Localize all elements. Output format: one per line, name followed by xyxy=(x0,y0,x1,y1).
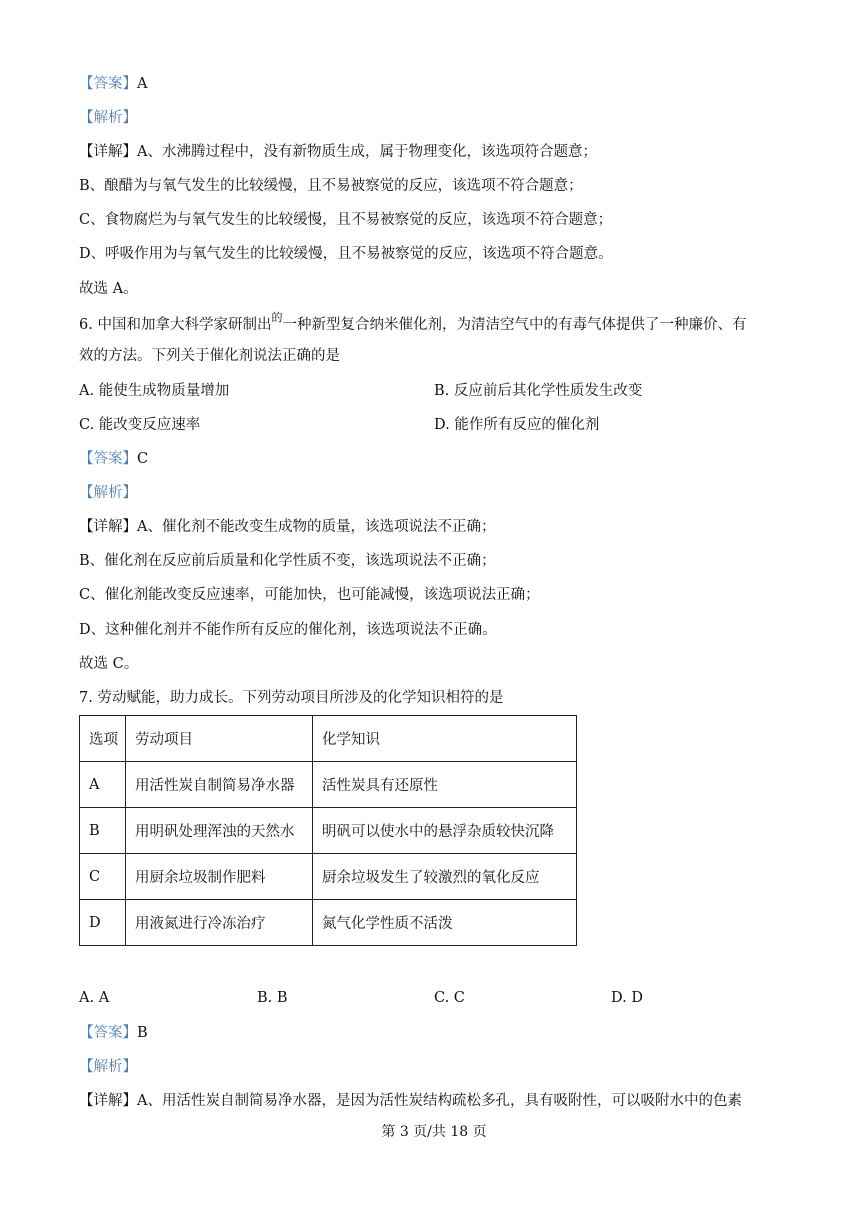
detail-line: C、催化剂能改变反应速率，可能加快，也可能减慢，该选项说法正确； xyxy=(79,587,540,603)
detail-text: A、催化剂不能改变生成物的质量，该选项说法不正确； xyxy=(137,519,496,535)
table-header-cell: 选项 xyxy=(80,716,126,762)
table-cell: C xyxy=(80,854,126,900)
answer-tag: 【答案】 xyxy=(79,451,137,467)
table-cell: A xyxy=(80,762,126,808)
detail-tag: 【详解】 xyxy=(79,144,137,160)
knowledge-table xyxy=(79,715,577,946)
answer-value: B xyxy=(137,1025,148,1041)
question-6-stem-line2: 效的方法。下列关于催化剂说法正确的是 xyxy=(79,348,340,364)
detail-tag: 【详解】 xyxy=(79,519,137,535)
option-c: C. C xyxy=(434,990,465,1006)
table-cell: 用明矾处理浑浊的天然水 xyxy=(126,808,313,854)
option-d: D. 能作所有反应的催化剂 xyxy=(434,417,600,433)
detail-line: D、这种催化剂并不能作所有反应的催化剂，该选项说法不正确。 xyxy=(79,622,497,638)
table-cell: 厨余垃圾发生了较激烈的氧化反应 xyxy=(313,854,577,900)
table-row xyxy=(80,808,577,854)
detail-text: A、水沸腾过程中，没有新物质生成，属于物理变化，该选项符合题意； xyxy=(137,144,597,160)
table-cell: 用液氮进行冷冻治疗 xyxy=(126,900,313,946)
answer-line xyxy=(79,74,147,94)
detail-line xyxy=(79,517,495,537)
stem-text: 6. 中国和加拿大科学家研制出 xyxy=(79,317,272,333)
detail-line xyxy=(79,1091,742,1111)
table-header-cell: 劳动项目 xyxy=(126,716,313,762)
answer-line xyxy=(79,1023,148,1043)
table-header-row xyxy=(80,716,577,762)
conclusion: 故选 A。 xyxy=(79,281,138,297)
table-header-cell: 化学知识 xyxy=(313,716,577,762)
answer-tag: 【答案】 xyxy=(79,76,137,92)
detail-tag: 【详解】 xyxy=(79,1093,137,1109)
answer-line xyxy=(79,449,148,469)
table-cell: B xyxy=(80,808,126,854)
table-row xyxy=(80,900,577,946)
detail-line xyxy=(79,142,597,162)
option-b: B. B xyxy=(257,990,288,1006)
stem-text: 一种新型复合纳米催化剂，为清洁空气中的有毒气体提供了一种廉价、有 xyxy=(282,317,747,333)
option-b: B. 反应前后其化学性质发生改变 xyxy=(434,383,643,399)
option-d: D. D xyxy=(611,990,643,1006)
question-7-stem: 7. 劳动赋能，助力成长。下列劳动项目所涉及的化学知识相符的是 xyxy=(79,690,504,706)
answer-value: A xyxy=(137,76,148,92)
question-6-stem-line1 xyxy=(79,311,747,336)
option-c: C. 能改变反应速率 xyxy=(79,417,201,433)
table-cell: 明矾可以使水中的悬浮杂质较快沉降 xyxy=(313,808,577,854)
conclusion: 故选 C。 xyxy=(79,656,139,672)
option-a: A. A xyxy=(79,990,110,1006)
detail-line: B、酿醋为与氧气发生的比较缓慢，且不易被察觉的反应，该选项不符合题意； xyxy=(79,178,583,194)
answer-value: C xyxy=(137,451,149,467)
table-cell: 用活性炭自制简易净水器 xyxy=(126,762,313,808)
stem-superscript: 的 xyxy=(271,311,283,324)
analysis-tag: 【解析】 xyxy=(79,1059,137,1075)
detail-text: A、用活性炭自制简易净水器，是因为活性炭结构疏松多孔，具有吸附性，可以吸附水中的色素 xyxy=(137,1093,742,1109)
analysis-tag: 【解析】 xyxy=(79,485,137,501)
page-footer: 第 3 页/共 18 页 xyxy=(381,1124,487,1140)
table-cell: 用厨余垃圾制作肥料 xyxy=(126,854,313,900)
detail-line: C、食物腐烂为与氧气发生的比较缓慢，且不易被察觉的反应，该选项不符合题意； xyxy=(79,212,613,228)
table-row xyxy=(80,854,577,900)
table-row xyxy=(80,762,577,808)
option-a: A. 能使生成物质量增加 xyxy=(79,383,230,399)
table-cell: 氮气化学性质不活泼 xyxy=(313,900,577,946)
table-cell: 活性炭具有还原性 xyxy=(313,762,577,808)
analysis-tag: 【解析】 xyxy=(79,110,137,126)
table-cell: D xyxy=(80,900,126,946)
detail-line: B、催化剂在反应前后质量和化学性质不变，该选项说法不正确； xyxy=(79,553,496,569)
answer-tag: 【答案】 xyxy=(79,1025,137,1041)
detail-line: D、呼吸作用为与氧气发生的比较缓慢，且不易被察觉的反应，该选项不符合题意。 xyxy=(79,246,613,262)
